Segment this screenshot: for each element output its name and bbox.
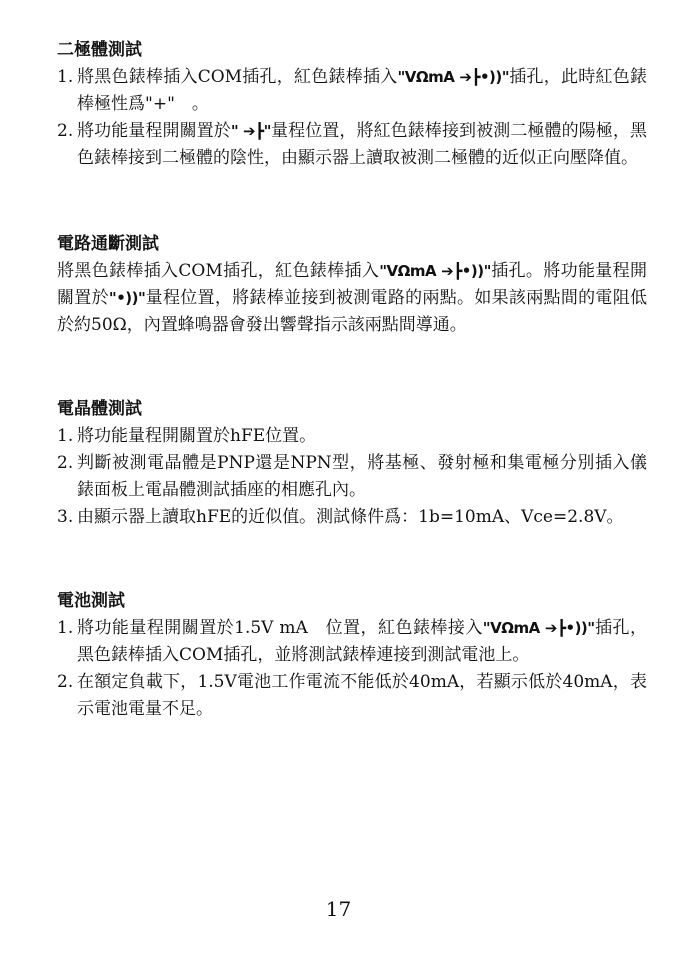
list-item	[57, 423, 647, 450]
section-diode-test	[57, 38, 647, 172]
item-text	[77, 615, 647, 669]
list-item	[57, 669, 647, 723]
text-run: 插孔。將功能量程開關置於	[57, 261, 647, 308]
text-run: 量程位置，將紅色錶棒接到被測二極體的陽極，黑色錶棒接到二極體的陰性，由顯示器上讀取被測二極體的近似正向壓降值。	[77, 121, 647, 168]
list-item	[57, 118, 647, 172]
item-number: 1.	[57, 618, 74, 638]
item-number: 2.	[57, 121, 74, 141]
item-number: 2.	[57, 672, 74, 692]
section-title: 電池測試	[57, 591, 125, 611]
diode-buzzer-symbol: "VΩmA ➔┣•))"	[482, 619, 595, 637]
item-text	[77, 118, 647, 172]
list-item	[57, 504, 647, 531]
text-run: 插孔，黑色錶棒插入COM插孔，並將測試錶棒連接到測試電池上。	[77, 618, 647, 665]
item-number: 2.	[57, 453, 74, 473]
item-number: 1.	[57, 426, 74, 446]
section-title: 電路通斷測試	[57, 234, 159, 254]
diode-buzzer-symbol: "VΩmA ➔┣•))"	[397, 68, 510, 86]
diode-symbol: " ➔┣"	[230, 122, 271, 140]
section-continuity-test	[57, 232, 647, 339]
item-number: 3.	[57, 507, 74, 527]
page-number: 17	[325, 897, 352, 921]
item-number: 1.	[57, 67, 74, 87]
section-title: 電晶體測試	[57, 399, 142, 419]
section-battery-test	[57, 589, 647, 723]
paragraph	[57, 258, 647, 339]
diode-buzzer-symbol: "VΩmA ➔┣•))"	[379, 262, 491, 280]
list-item	[57, 450, 647, 504]
text-run: 將黑色錶棒插入COM插孔，紅色錶棒插入	[57, 261, 380, 281]
item-text: 在額定負載下，1.5V電池工作電流不能低於40mA，若顯示低於40mA，表示電池電量不足。	[77, 672, 647, 719]
item-text: 將功能量程開關置於hFE位置。	[77, 426, 317, 446]
item-text: 判斷被測電晶體是PNP還是NPN型，將基極、發射極和集電極分別插入儀錶面板上電晶體測試插座的相應孔內。	[77, 453, 647, 500]
section-transistor-test	[57, 397, 647, 531]
text-run: 將功能量程開關置於1.5V mA 位置，紅色錶棒接入	[77, 618, 483, 638]
text-run: 將黑色錶棒插入COM插孔，紅色錶棒插入	[77, 67, 398, 87]
buzzer-symbol: "•))"	[108, 289, 146, 307]
item-text: 由顯示器上讀取hFE的近似值。測試條件爲：1b=10mA、Vce=2.8V。	[77, 507, 624, 527]
list-item	[57, 615, 647, 669]
text-run: 將功能量程開關置於	[77, 121, 231, 141]
list-item	[57, 64, 647, 118]
item-text	[77, 64, 647, 118]
section-title: 二極體測試	[57, 40, 142, 60]
text-run: 量程位置，將錶棒並接到被測電路的兩點。如果該兩點間的電阻低於約50Ω，內置蜂鳴器會發出響聲指示該兩點間導通。	[57, 288, 648, 335]
text-run: 插孔，此時紅色錶棒極性爲"+" 。	[77, 67, 647, 114]
